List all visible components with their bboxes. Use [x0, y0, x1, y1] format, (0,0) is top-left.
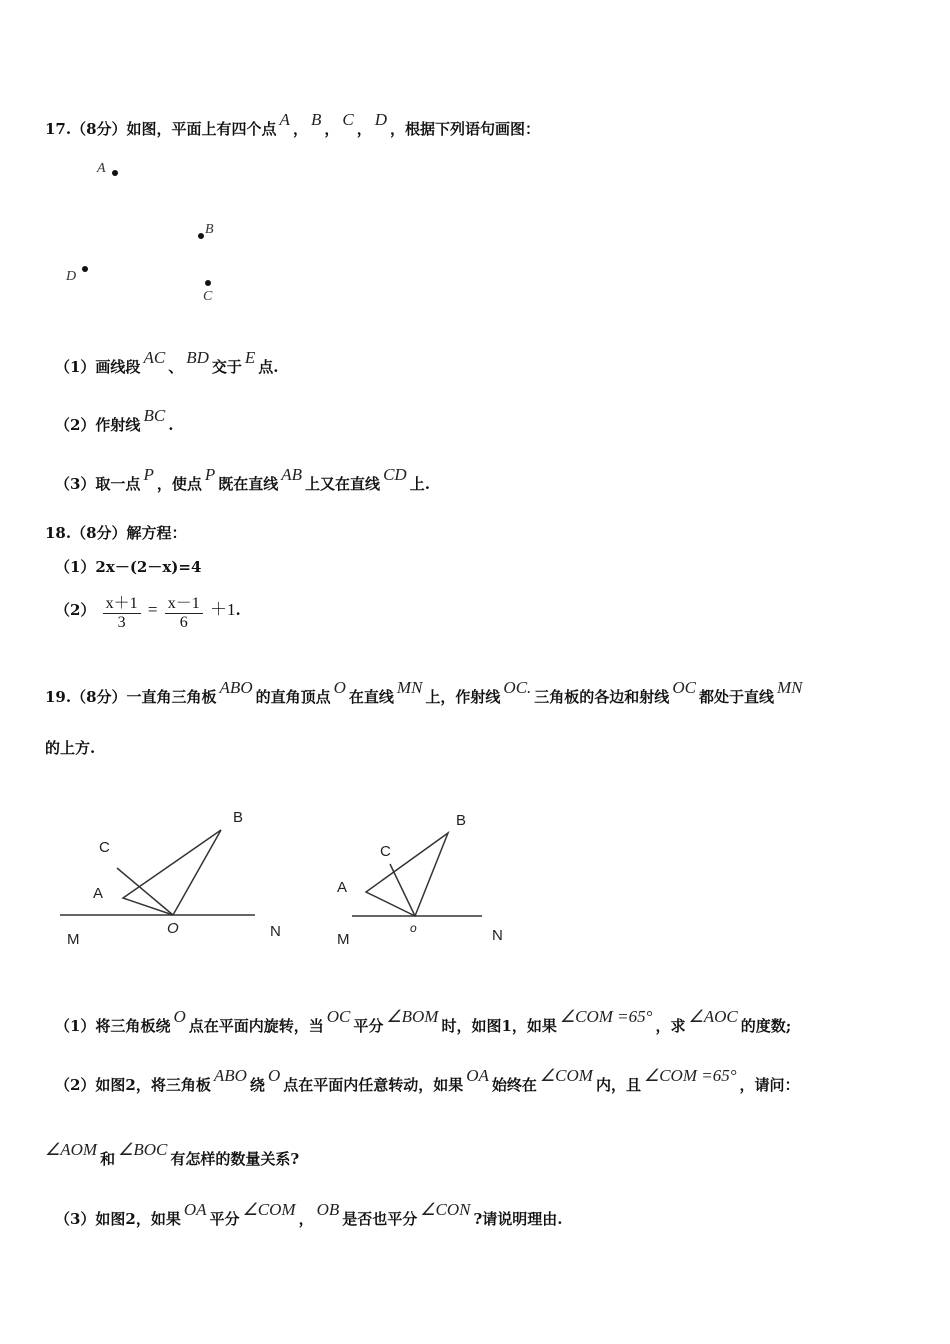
- svg-text:M: M: [337, 931, 350, 948]
- triangle-abo: [123, 830, 221, 915]
- svg-text:A: A: [93, 885, 104, 902]
- q17-part1: （1）画线段 AC 、 BD 交于 E 点.: [55, 348, 279, 376]
- q17-heading: 17.（8分）如图，平面上有四个点 A ， B ， C ， D ，根据下列语句画图：: [45, 110, 541, 138]
- q17-part3: （3）取一点 P ，使点 P 既在直线 AB 上又在直线 CD 上.: [55, 465, 430, 493]
- fraction-left: $\frac{x+1}{3}$: [103, 590, 141, 632]
- point-b: [198, 233, 204, 239]
- point-a: [112, 170, 118, 176]
- q19-part2: （2）如图2，将三角板 ABO 绕 O 点在平面内任意转动，如果 OA 始终在 ∠COM 内，且 ∠COM =65° ，请问：: [55, 1066, 800, 1094]
- q19-part1: （1）将三角板绕 O 点在平面内旋转，当 OC 平分 ∠BOM 时，如图1，如果 ∠COM =65° ，求 ∠AOC 的度数;: [55, 1007, 792, 1035]
- svg-text:B: B: [233, 809, 244, 826]
- point-label-c: C: [203, 289, 213, 304]
- svg-text:O: O: [167, 920, 179, 937]
- q19-part2-cont: ∠AOM 和 ∠BOC 有怎样的数量关系?: [45, 1140, 300, 1168]
- svg-text:M: M: [67, 931, 80, 948]
- q17-part2: （2）作射线 BC .: [55, 406, 174, 434]
- point-label-a: A: [97, 161, 106, 176]
- q18-part1: （1）2x－(2－x)=4: [55, 558, 202, 576]
- q19-heading-cont: 的上方.: [45, 739, 96, 757]
- q18-part2: （2） $\frac{x+1}{3}$ = $\frac{x-1}{6}$ ＋1.: [55, 590, 241, 632]
- svg-text:o: o: [410, 921, 417, 935]
- svg-text:C: C: [380, 843, 391, 860]
- q19-part3: （3）如图2，如果 OA 平分 ∠COM ， OB 是否也平分 ∠CON ?请说明理由.: [55, 1200, 563, 1228]
- fraction-right: $\frac{x-1}{6}$: [165, 590, 203, 632]
- svg-text:A: A: [337, 879, 348, 896]
- svg-text:C: C: [99, 839, 110, 856]
- ray-oc: [117, 868, 173, 915]
- q19-figure-2: [330, 800, 530, 955]
- triangle-abo: [366, 833, 448, 916]
- point-c: [205, 280, 211, 286]
- point-d: [82, 266, 88, 272]
- svg-text:B: B: [456, 812, 467, 829]
- ray-oc: [390, 864, 415, 916]
- point-label-d: D: [66, 269, 77, 284]
- svg-text:N: N: [492, 927, 503, 944]
- q18-heading: 18.（8分）解方程：: [45, 524, 187, 542]
- point-label-b: B: [205, 222, 214, 237]
- svg-text:N: N: [270, 923, 281, 940]
- q19-heading: 19.（8分）一直角三角板 ABO 的直角顶点 O 在直线 MN 上，作射线 OC. 三角板的各边和射线 OC 都处于直线 MN: [45, 678, 803, 706]
- q17-points-figure: [55, 150, 255, 310]
- q19-figure-1: [55, 800, 315, 955]
